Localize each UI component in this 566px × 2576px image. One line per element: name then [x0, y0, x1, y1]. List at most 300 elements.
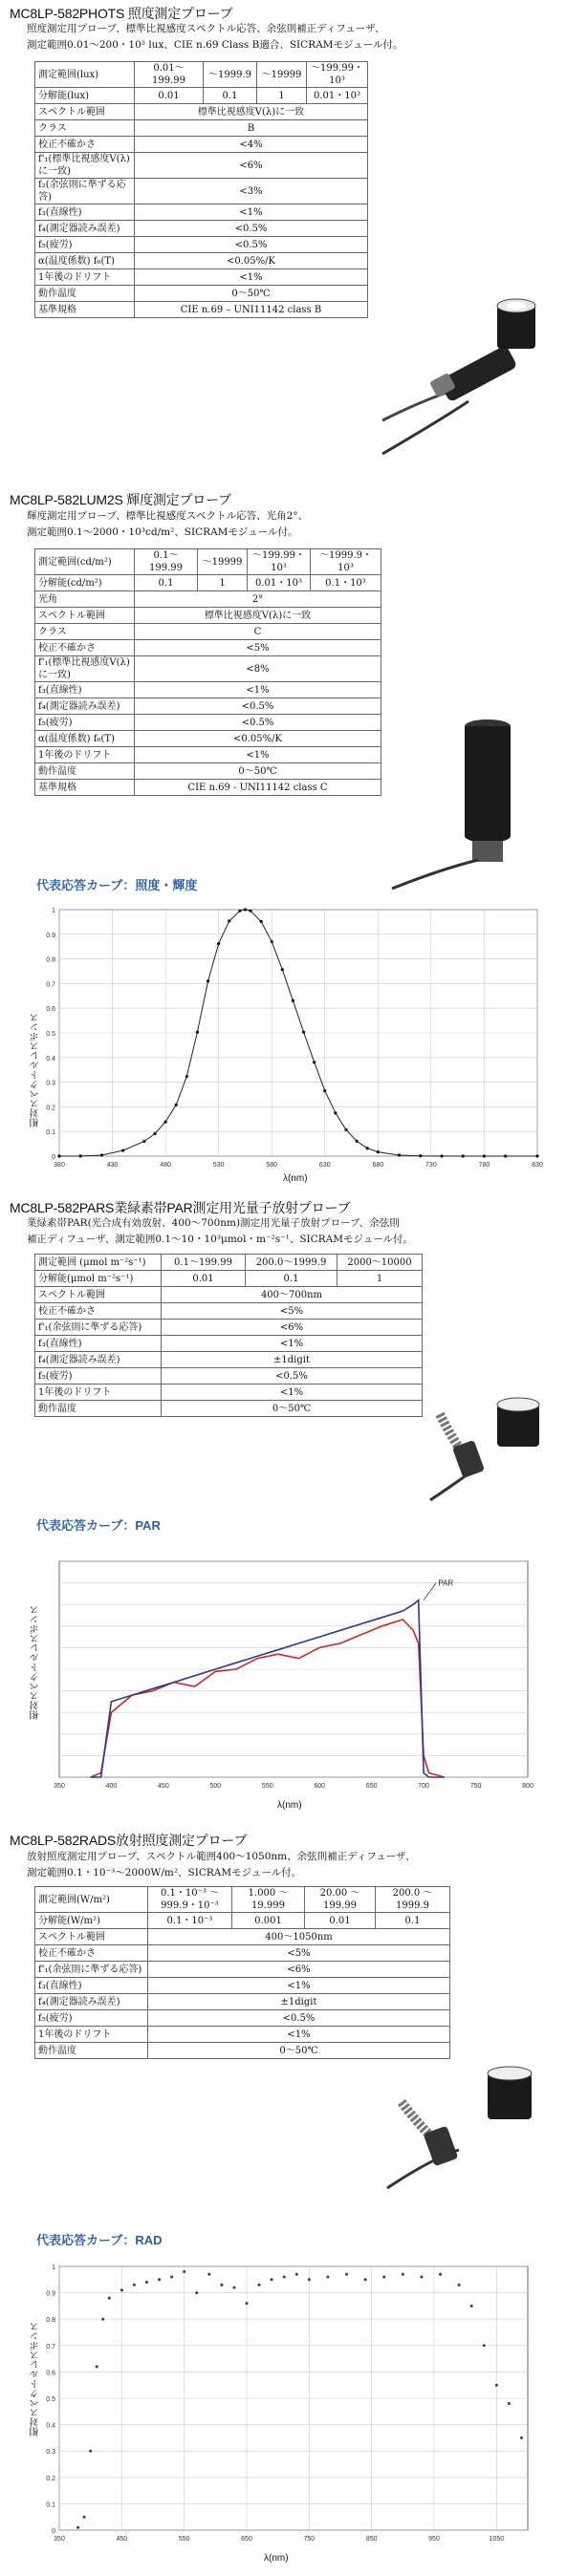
table-row [35, 608, 381, 624]
x-tick-label: 600 [314, 1783, 326, 1790]
row-label: 動作温度 [35, 2043, 148, 2059]
cell-value: 1.000 ～19.999 [232, 1887, 305, 1913]
data-point [153, 1132, 156, 1135]
table-row [35, 1945, 450, 1962]
cell-value: <8% [135, 656, 381, 682]
table-row [35, 237, 368, 253]
table-row [35, 656, 381, 682]
cell-value: 0.01・10³ [248, 575, 311, 591]
data-point [344, 1128, 347, 1131]
data-point [470, 2305, 473, 2308]
cell-value: 1 [198, 575, 248, 591]
table-row [35, 1401, 423, 1417]
desc-line: 測定範囲0.01～200・10³ lux、CIE n.69 Class B適合、SICRAMモジュール付。 [27, 39, 403, 51]
table-row [35, 1352, 423, 1368]
data-point [462, 1154, 465, 1157]
x-tick-label: 800 [522, 1783, 533, 1790]
table-row [35, 1962, 450, 1978]
cell-value: <1% [135, 747, 381, 763]
data-point [79, 1154, 82, 1157]
data-point [508, 2402, 511, 2405]
y-axis-label: 相対スペクトルレスポンス [31, 1605, 41, 1720]
table-row [35, 698, 381, 715]
x-tick-label: 550 [261, 1783, 273, 1790]
row-label: f₄(測定器読み誤差) [35, 698, 135, 715]
cell-value: <1% [135, 204, 368, 221]
cell-value: <5% [148, 1945, 450, 1962]
data-point [295, 2273, 298, 2276]
row-label: f'₁(標準比視感度V(λ)に一致) [35, 656, 135, 682]
data-point [145, 2281, 148, 2284]
row-label: 光角 [35, 591, 135, 608]
cell-value: 0.1～199.99 [162, 1255, 246, 1271]
row-label: 測定範囲(W/m²) [35, 1887, 148, 1913]
data-point [57, 1154, 60, 1157]
row-label: f₂(余弦則に準ずる応答) [35, 179, 135, 204]
data-point [217, 942, 220, 945]
row-label: f'₁(標準比視感度V(λ)に一致) [35, 153, 135, 179]
table-row [35, 640, 381, 656]
cell-value: 0.1・10⁻³ ～999.9・10⁻³ [148, 1887, 232, 1913]
cell-value: <1% [162, 1336, 423, 1352]
x-tick-label: 830 [532, 1162, 543, 1169]
cell-value: <0.5% [135, 237, 368, 253]
x-tick-label: 580 [266, 1162, 278, 1169]
x-tick-label: 450 [158, 1783, 169, 1790]
data-point [207, 2273, 210, 2276]
cell-value: <4% [135, 137, 368, 153]
chart-rad [38, 2261, 535, 2547]
cell-value: 0.1 [376, 1913, 450, 1929]
table-row [35, 1368, 423, 1385]
data-point [238, 910, 241, 912]
data-point [76, 2526, 79, 2529]
y-tick-label: 0.6 [46, 2370, 55, 2377]
table-row [35, 104, 368, 120]
cell-value: CIE n.69 - UNI11142 class C [135, 780, 381, 796]
row-label: スペクトル範囲 [35, 608, 135, 624]
cell-value: <3% [135, 179, 368, 204]
cell-value: <0.5% [135, 715, 381, 731]
row-label: スペクトル範囲 [35, 1287, 162, 1303]
cell-value: B [135, 120, 368, 137]
data-point [313, 1061, 316, 1063]
y-axis-label: 相対スペクトルレスポンス [31, 1013, 41, 1127]
table-row [35, 591, 381, 608]
cell-value: ±1digit [148, 1994, 450, 2010]
data-point [120, 2288, 123, 2291]
y-tick-label: 0.9 [46, 932, 55, 939]
data-point [101, 2318, 104, 2321]
data-point [271, 2278, 273, 2281]
table-row [35, 1320, 423, 1336]
table-row [35, 302, 368, 318]
cell-value: 400～700nm [162, 1287, 423, 1303]
table-row [35, 747, 381, 763]
row-label: f₄(測定器読み誤差) [35, 1352, 162, 1368]
x-tick-label: 650 [241, 2536, 252, 2543]
y-tick-label: 0.8 [46, 956, 55, 964]
spec-table [34, 1254, 423, 1417]
desc-line: 測定範囲0.1・10⁻³～2000W/m²、SICRAMモジュール付。 [27, 1867, 302, 1878]
section-title: MC8LP-582LUM2S 輝度測定プローブ [10, 492, 231, 507]
cell-value: <6% [148, 1962, 450, 1978]
cell-value: 0.1・10⁻³ [148, 1913, 232, 1929]
data-point [398, 1153, 401, 1156]
row-label: 校正不確かさ [35, 1303, 162, 1320]
data-point [249, 910, 251, 912]
row-label: f₅(疲労) [35, 1368, 162, 1385]
x-tick-label: 680 [372, 1162, 384, 1169]
cell-value: <0.05%/K [135, 731, 381, 747]
x-tick-label: 700 [418, 1783, 429, 1790]
row-label: f₃(直線性) [35, 204, 135, 221]
data-point [364, 2278, 367, 2281]
cell-value: <0.05%/K [135, 253, 368, 269]
cell-value: <0.5% [135, 221, 368, 237]
cell-value: 1 [337, 1271, 423, 1287]
desc-line: 測定範囲0.1～2000・10³cd/m²、SICRAMモジュール付。 [27, 526, 298, 538]
x-tick-label: 450 [116, 2536, 128, 2543]
cell-value: 2° [135, 591, 381, 608]
data-point [246, 2302, 249, 2305]
row-label: 分解能(cd/m²) [35, 575, 135, 591]
data-point [258, 2284, 261, 2286]
row-label: 分解能(μmol m⁻²s⁻¹) [35, 1271, 162, 1287]
y-tick-label: 0 [52, 1154, 55, 1161]
row-label: 1年後のドリフト [35, 747, 135, 763]
row-label: 1年後のドリフト [35, 1385, 162, 1401]
luminance-probe-image [382, 707, 555, 898]
x-tick-label: 750 [469, 1783, 482, 1790]
table-row [35, 682, 381, 698]
chart-title: 代表応答カーブ：RAD [36, 2233, 163, 2247]
table-row [35, 1994, 450, 2010]
table-row [35, 137, 368, 153]
chart-title: 代表応答カーブ：照度・輝度 [36, 878, 198, 892]
row-label: f₃(直線性) [35, 682, 135, 698]
data-point [100, 1153, 103, 1156]
x-tick-label: 950 [428, 2536, 440, 2543]
data-point [228, 919, 230, 922]
row-label: α(温度係数) f₆(T) [35, 253, 135, 269]
row-label: 動作温度 [35, 286, 135, 302]
y-tick-label: 0.5 [46, 2396, 55, 2403]
data-point [302, 1031, 305, 1034]
x-tick-label: 1050 [489, 2536, 505, 2543]
data-point [220, 2284, 223, 2286]
table-row [35, 88, 368, 104]
y-tick-label: 0.5 [46, 1031, 55, 1038]
y-tick-label: 0.7 [46, 2343, 55, 2351]
x-axis-label: λ(nm) [264, 2553, 289, 2564]
row-label: 動作温度 [35, 763, 135, 780]
data-point [419, 1154, 422, 1157]
chart-title: 代表応答カーブ：PAR [36, 1518, 161, 1533]
cell-value: <1% [148, 2027, 450, 2043]
x-tick-label: 850 [365, 2536, 378, 2543]
cell-value: 標準比視感度V(λ)に一致 [135, 104, 368, 120]
cell-value: C [135, 624, 381, 640]
table-row [35, 1287, 423, 1303]
table-row [35, 549, 381, 575]
x-tick-label: 480 [160, 1162, 171, 1169]
cell-value: 2000～10000 [337, 1255, 423, 1271]
spec-table [34, 548, 381, 796]
photometric-probe-image [363, 277, 555, 459]
y-tick-label: 0.2 [46, 1105, 55, 1112]
cell-value: 0.01 [305, 1913, 376, 1929]
x-tick-label: 380 [54, 1162, 65, 1169]
section-description [27, 508, 558, 541]
row-label: 校正不確かさ [35, 1945, 148, 1962]
data-point [483, 1154, 486, 1157]
data-point [185, 1075, 188, 1078]
table-row [35, 731, 381, 747]
cell-value: <6% [135, 153, 368, 179]
y-tick-label: 0.6 [46, 1006, 55, 1014]
y-tick-label: 1 [52, 908, 55, 914]
data-point [244, 908, 247, 911]
cell-value: ～199.99・10³ [248, 549, 311, 575]
cell-value: <0.5% [135, 698, 381, 715]
row-label: 基準規格 [35, 780, 135, 796]
section-title: MC8LP-582RADS放射照度測定プローブ [10, 1833, 248, 1848]
cell-value: 0～50℃ [135, 286, 368, 302]
cell-value: 400～1050nm [148, 1929, 450, 1945]
desc-line: 輝度測定用プローブ、標準比視感度スペクトル応答、光角2°、 [27, 510, 309, 522]
table-row [35, 1913, 450, 1929]
desc-line: 業緑素帯PAR(光合成有効放射、400～700nm)測定用光量子放射プローブ、余弦則 [27, 1217, 400, 1229]
data-point [483, 2344, 486, 2347]
table-row [35, 62, 368, 88]
section-description [27, 1849, 558, 1881]
data-point [170, 2276, 173, 2279]
table-row [35, 269, 368, 286]
cell-value: ～1999.9・10³ [311, 549, 381, 575]
cell-value: <5% [135, 640, 381, 656]
cell-value: ～199.99・10³ [307, 62, 368, 88]
data-point [504, 1154, 507, 1157]
cell-value: 0～50℃ [148, 2043, 450, 2059]
data-point [108, 2297, 111, 2300]
chart-par [38, 1556, 535, 1798]
annotation-label: PAR [438, 1578, 454, 1588]
cell-value: 0.01～199.99 [135, 62, 204, 88]
x-tick-label: 650 [365, 1783, 378, 1790]
row-label: 校正不確かさ [35, 640, 135, 656]
data-point [345, 2273, 348, 2276]
table-row [35, 179, 368, 204]
data-point [440, 1154, 443, 1157]
table-row [35, 2027, 450, 2043]
y-tick-label: 0.1 [46, 2501, 55, 2509]
y-tick-label: 0.4 [46, 2422, 55, 2430]
row-label: 校正不確かさ [35, 137, 135, 153]
cell-value: 標準比視感度V(λ)に一致 [135, 608, 381, 624]
data-point [207, 979, 209, 982]
row-label: f₄(測定器読み誤差) [35, 1994, 148, 2010]
y-tick-label: 0.9 [46, 2290, 55, 2298]
data-point [83, 2516, 86, 2519]
row-label: 分解能(W/m²) [35, 1913, 148, 1929]
data-point [356, 1140, 359, 1143]
data-point [283, 2276, 286, 2279]
cell-value: 0.01 [162, 1271, 246, 1287]
row-label: α(温度係数) f₆(T) [35, 731, 135, 747]
radiometric-probe-image [382, 2045, 555, 2198]
section-title: MC8LP-582PHOTS 照度測定プローブ [10, 6, 233, 21]
cell-value: <0.5% [148, 2010, 450, 2027]
x-axis-label: λ(nm) [277, 1800, 302, 1811]
x-tick-label: 750 [303, 2536, 316, 2543]
table-row [35, 575, 381, 591]
data-point [195, 2291, 198, 2294]
data-point [232, 2286, 235, 2289]
chart-illuminance-luminance [38, 904, 545, 1171]
data-point [121, 1148, 124, 1151]
data-point [535, 1154, 538, 1157]
cell-value: 0.1 [135, 575, 198, 591]
row-label: スペクトル範囲 [35, 1929, 148, 1945]
row-label: f₅(疲労) [35, 715, 135, 731]
row-label: スペクトル範囲 [35, 104, 135, 120]
table-row [35, 1929, 450, 1945]
row-label: 測定範囲(cd/m²) [35, 549, 135, 575]
section-description [27, 21, 558, 54]
x-tick-label: 350 [54, 2536, 65, 2543]
cell-value: <6% [162, 1320, 423, 1336]
cell-value: ～19999 [198, 549, 248, 575]
data-point [196, 1031, 199, 1034]
table-row [35, 120, 368, 137]
data-point [520, 2436, 523, 2439]
table-row [35, 1887, 450, 1913]
data-point [420, 2276, 423, 2279]
cell-value: 0～50℃ [162, 1401, 423, 1417]
cell-value: 0.1～199.99 [135, 549, 198, 575]
table-row [35, 780, 381, 796]
data-point [334, 1111, 337, 1114]
x-axis-label: λ(nm) [283, 1173, 308, 1184]
cell-value: 1 [257, 88, 307, 104]
x-tick-label: 550 [178, 2536, 190, 2543]
row-label: 基準規格 [35, 302, 135, 318]
x-tick-label: 430 [106, 1162, 119, 1169]
row-label: 測定範囲 (μmol m⁻²s⁻¹) [35, 1255, 162, 1271]
data-point [308, 2278, 311, 2281]
data-point [158, 2278, 161, 2281]
data-point [382, 2276, 385, 2279]
table-row [35, 253, 368, 269]
cell-value: <1% [135, 269, 368, 286]
data-point [323, 1089, 326, 1092]
row-label: 1年後のドリフト [35, 269, 135, 286]
y-tick-label: 0.2 [46, 2475, 55, 2482]
row-label: クラス [35, 624, 135, 640]
table-row [35, 2010, 450, 2027]
cell-value: <0.5% [162, 1368, 423, 1385]
data-point [377, 1150, 380, 1153]
y-tick-label: 0 [52, 2528, 55, 2535]
row-label: f'₁(余弦則に準ずる応答) [35, 1962, 148, 1978]
desc-line: 放射照度測定用プローブ、スペクトル範囲400～1050nm、余弦則補正ディフューザ、 [27, 1851, 416, 1862]
table-row [35, 1336, 423, 1352]
x-tick-label: 530 [212, 1162, 225, 1169]
row-label: f₃(直線性) [35, 1978, 148, 1994]
cell-value: <1% [135, 682, 381, 698]
data-point [458, 2284, 461, 2286]
row-label: f'₁(余弦則に準ずる応答) [35, 1320, 162, 1336]
cell-value: 200.0～1999.9 [246, 1255, 337, 1271]
y-tick-label: 0.3 [46, 1080, 55, 1087]
cell-value: <5% [162, 1303, 423, 1320]
cell-value: <1% [148, 1978, 450, 1994]
x-tick-label: 400 [105, 1783, 118, 1790]
desc-line: 補正ディフューザ、測定範囲0.1～10・10³μmol・m⁻²s⁻¹、SICRAMモジュール付。 [27, 1234, 414, 1245]
section-title: MC8LP-582PARS業緑素帯PAR測定用光量子放射プローブ [10, 1200, 351, 1215]
y-axis-label: 相対スペクトルレスポンス [31, 2322, 41, 2436]
table-row [35, 153, 368, 179]
data-point [281, 968, 284, 971]
data-point [366, 1147, 369, 1149]
row-label: 動作温度 [35, 1401, 162, 1417]
y-tick-label: 0.1 [46, 1129, 55, 1137]
data-point [89, 2450, 92, 2453]
row-label: f₃(直線性) [35, 1336, 162, 1352]
data-point [439, 2273, 442, 2276]
y-tick-label: 1 [52, 2265, 55, 2271]
data-point [96, 2365, 98, 2368]
par-probe-image [421, 1376, 555, 1510]
x-tick-label: 350 [54, 1783, 65, 1790]
cell-value: 0～50℃ [135, 763, 381, 780]
cell-value: CIE n.69 – UNI11142 class B [135, 302, 368, 318]
spec-table [34, 1886, 450, 2059]
data-point [402, 2273, 404, 2276]
row-label: f₅(疲労) [35, 237, 135, 253]
data-point [326, 2276, 329, 2279]
row-label: f₄(測定器読み誤差) [35, 221, 135, 237]
cell-value: 20.00 ～199.99 [305, 1887, 376, 1913]
data-point [142, 1140, 145, 1143]
data-point [495, 2384, 498, 2387]
cell-value: 0.1・10³ [311, 575, 381, 591]
desc-line: 照度測定用プローブ、標準比視感度スペクトル応答、余弦則補正ディフューザ、 [27, 23, 385, 34]
row-label: 1年後のドリフト [35, 2027, 148, 2043]
y-tick-label: 0.3 [46, 2449, 55, 2457]
row-label: 測定範囲(lux) [35, 62, 135, 88]
cell-value: 0.01・10³ [307, 88, 368, 104]
data-point [292, 999, 294, 1002]
table-row [35, 286, 368, 302]
table-row [35, 1271, 423, 1287]
cell-value: 200.0 ～1999.9 [376, 1887, 450, 1913]
x-tick-label: 500 [209, 1783, 222, 1790]
row-label: 分解能(lux) [35, 88, 135, 104]
section-description [27, 1215, 558, 1248]
cell-value: 0.1 [204, 88, 257, 104]
table-row [35, 624, 381, 640]
data-point [164, 1121, 167, 1124]
data-point [183, 2270, 185, 2273]
row-label: クラス [35, 120, 135, 137]
spec-table [34, 61, 368, 318]
table-row [35, 204, 368, 221]
table-row [35, 763, 381, 780]
cell-value: 0.001 [232, 1913, 305, 1929]
data-point [133, 2284, 136, 2286]
